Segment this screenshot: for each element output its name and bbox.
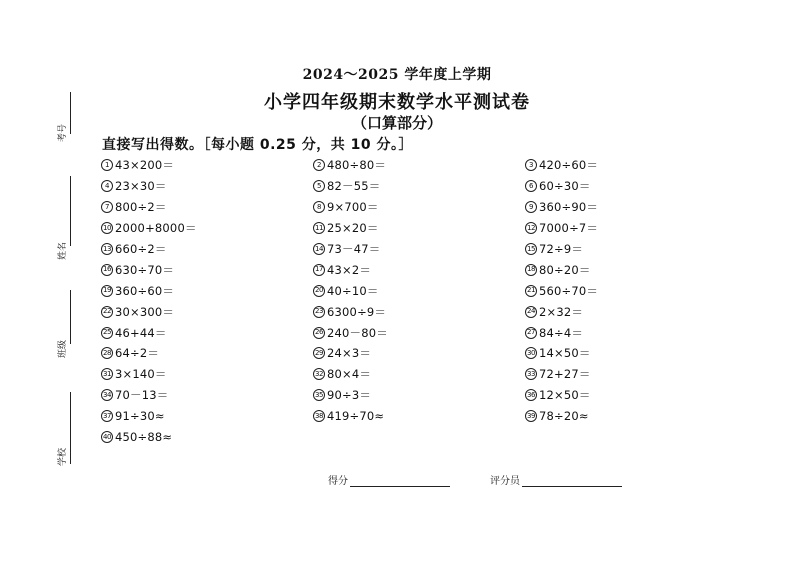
problem-item <box>313 406 525 427</box>
problem-expression: 6300÷9＝ <box>327 304 387 319</box>
problem-number: 17 <box>313 264 325 276</box>
problem-expression: 43×2＝ <box>327 262 372 277</box>
problem-item <box>101 155 313 176</box>
problem-number: 15 <box>525 243 537 255</box>
problem-item <box>525 364 661 385</box>
problem-item <box>101 218 313 239</box>
problem-expression: 360÷90＝ <box>539 200 599 215</box>
problem-expression: 7000÷7＝ <box>539 221 599 236</box>
grader-blank[interactable] <box>522 476 622 487</box>
problem-expression: 84÷4＝ <box>539 325 584 340</box>
problem-item <box>101 197 313 218</box>
problem-expression: 90÷3＝ <box>327 388 372 403</box>
problem-item <box>101 322 313 343</box>
problem-number: 1 <box>101 159 113 171</box>
problem-item <box>101 406 313 427</box>
problem-expression: 3×140＝ <box>115 367 167 382</box>
problem-item <box>313 259 525 280</box>
problem-expression: 2000+8000＝ <box>115 221 197 236</box>
problem-item <box>525 343 661 364</box>
problem-expression: 660÷2＝ <box>115 242 167 256</box>
problem-expression: 240－80＝ <box>327 325 388 340</box>
problem-number: 4 <box>101 180 113 192</box>
score-field <box>328 472 450 487</box>
grader-field <box>490 472 622 487</box>
problem-expression: 9×700＝ <box>327 200 379 215</box>
problem-expression: 14×50＝ <box>539 346 591 361</box>
problem-number: 14 <box>313 243 325 255</box>
problem-number: 27 <box>525 327 537 339</box>
problem-expression: 420÷60＝ <box>539 158 599 173</box>
score-label: 得分 <box>328 476 348 487</box>
problem-item <box>101 239 313 260</box>
problem-number: 31 <box>101 368 113 380</box>
problem-expression: 450÷88≈ <box>115 430 173 445</box>
binding-line-school <box>70 392 71 464</box>
problem-expression: 24×3＝ <box>327 346 372 361</box>
problem-item <box>101 176 313 197</box>
problem-item <box>525 197 661 218</box>
problem-item <box>101 343 313 364</box>
binding-label-name: 姓名 <box>58 242 68 261</box>
problem-number: 13 <box>101 243 113 255</box>
problem-item <box>313 301 525 322</box>
problem-number: 35 <box>313 389 325 401</box>
problem-item <box>525 301 661 322</box>
problem-item <box>313 364 525 385</box>
problem-number: 24 <box>525 306 537 318</box>
problem-number: 22 <box>101 306 113 318</box>
problem-number: 5 <box>313 180 325 192</box>
binding-label-class: 班级 <box>58 340 68 359</box>
problem-number: 3 <box>525 159 537 171</box>
school-year-heading: 2024～2025 学年度上学期 <box>302 67 492 83</box>
problem-item <box>101 301 313 322</box>
problem-item <box>313 343 525 364</box>
problem-number: 39 <box>525 410 537 422</box>
problem-expression: 800÷2＝ <box>115 200 167 215</box>
problem-item <box>525 176 661 197</box>
problem-expression: 23×30＝ <box>115 179 167 194</box>
binding-line-class <box>70 290 71 344</box>
problem-item <box>525 155 661 176</box>
problem-expression: 30×300＝ <box>115 304 175 319</box>
problem-item <box>525 239 661 260</box>
problem-number: 11 <box>313 222 325 234</box>
score-blank[interactable] <box>350 476 450 487</box>
problem-number: 30 <box>525 347 537 359</box>
problem-number: 40 <box>101 431 113 443</box>
problem-number: 16 <box>101 264 113 276</box>
problem-item <box>525 218 661 239</box>
problem-number: 10 <box>101 222 113 234</box>
problem-number: 8 <box>313 201 325 213</box>
problem-item <box>525 385 661 406</box>
problem-number: 18 <box>525 264 537 276</box>
problem-item <box>525 280 661 301</box>
problem-expression: 40÷10＝ <box>327 283 379 298</box>
problem-number: 7 <box>101 201 113 213</box>
problem-item <box>313 322 525 343</box>
problem-item <box>101 259 313 280</box>
problem-number: 21 <box>525 285 537 297</box>
problem-item <box>313 218 525 239</box>
problem-number: 29 <box>313 347 325 359</box>
problem-expression: 360÷60＝ <box>115 283 175 298</box>
problem-number: 23 <box>313 306 325 318</box>
problem-number: 25 <box>101 327 113 339</box>
problem-item <box>313 239 525 260</box>
problem-item <box>101 385 313 406</box>
problem-item <box>101 364 313 385</box>
problem-number: 28 <box>101 347 113 359</box>
problem-number: 12 <box>525 222 537 234</box>
problem-number: 9 <box>525 201 537 213</box>
problem-item <box>313 176 525 197</box>
binding-line-name <box>70 176 71 246</box>
problem-number: 37 <box>101 410 113 422</box>
binding-label-exam-no: 考号 <box>58 124 68 143</box>
grader-label: 评分员 <box>490 476 520 487</box>
problem-expression: 560÷70＝ <box>539 283 599 298</box>
problem-expression: 78÷20≈ <box>539 409 589 424</box>
problem-number: 2 <box>313 159 325 171</box>
problem-expression: 60÷30＝ <box>539 179 591 194</box>
problem-number: 33 <box>525 368 537 380</box>
exam-title: 小学四年级期末数学水平测试卷 <box>264 92 530 113</box>
exam-subtitle: （口算部分） <box>351 114 442 132</box>
problem-number: 26 <box>313 327 325 339</box>
problem-item <box>525 259 661 280</box>
problem-expression: 2×32＝ <box>539 304 584 319</box>
problem-grid <box>101 155 661 447</box>
problem-expression: 80×4＝ <box>327 367 372 382</box>
problem-item <box>313 280 525 301</box>
problem-expression: 64÷2＝ <box>115 346 160 361</box>
section-instruction: 直接写出得数。［每小题 0.25 分，共 10 分。］ <box>102 137 414 153</box>
problem-expression: 43×200＝ <box>115 158 175 173</box>
problem-number: 36 <box>525 389 537 401</box>
problem-expression: 12×50＝ <box>539 388 591 403</box>
problem-number: 20 <box>313 285 325 297</box>
problem-expression: 25×20＝ <box>327 221 379 236</box>
problem-expression: 72÷9＝ <box>539 242 584 256</box>
problem-number: 19 <box>101 285 113 297</box>
problem-expression: 419÷70≈ <box>327 409 385 424</box>
problem-number: 32 <box>313 368 325 380</box>
problem-expression: 630÷70＝ <box>115 262 175 277</box>
problem-expression: 91÷30≈ <box>115 409 165 424</box>
problem-expression: 73－47＝ <box>327 242 381 256</box>
problem-number: 34 <box>101 389 113 401</box>
problem-number: 6 <box>525 180 537 192</box>
problem-expression: 72+27＝ <box>539 367 591 382</box>
problem-number: 38 <box>313 410 325 422</box>
problem-item <box>525 406 661 427</box>
problem-expression: 46+44＝ <box>115 325 167 340</box>
problem-expression: 82－55＝ <box>327 179 381 194</box>
problem-item <box>313 385 525 406</box>
problem-expression: 70－13＝ <box>115 388 169 403</box>
problem-item <box>313 197 525 218</box>
problem-item <box>525 322 661 343</box>
problem-item <box>101 280 313 301</box>
problem-item <box>101 427 313 448</box>
problem-item <box>313 155 525 176</box>
problem-expression: 80÷20＝ <box>539 262 591 277</box>
binding-label-school: 学校 <box>58 448 68 467</box>
problem-expression: 480÷80＝ <box>327 158 387 173</box>
